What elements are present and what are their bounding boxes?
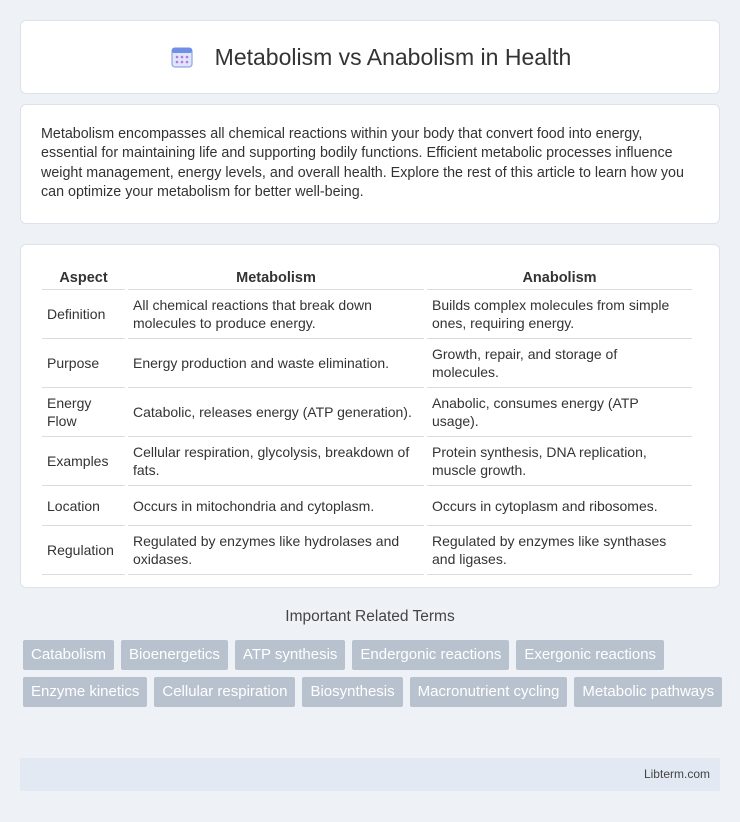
footer-brand-link[interactable]: Libterm.com (643, 767, 710, 781)
intro-card (20, 104, 720, 224)
table-cell-metabolism: Regulated by enzymes like hydrolases and oxidases. (128, 526, 424, 575)
tag-endergonic-reactions[interactable]: Endergonic reactions (352, 640, 509, 670)
tag-metabolic-pathways[interactable]: Metabolic pathways (574, 677, 722, 707)
table-row (42, 486, 692, 526)
table-cell-aspect: Location (42, 486, 125, 526)
table-row (42, 339, 692, 388)
column-header-anabolism: Anabolism (427, 267, 692, 290)
table-row (42, 526, 692, 575)
table-cell-metabolism: Energy production and waste elimination. (128, 339, 424, 388)
table-cell-aspect: Purpose (42, 339, 125, 388)
table-cell-metabolism: Occurs in mitochondria and cytoplasm. (128, 486, 424, 526)
table-cell-anabolism: Occurs in cytoplasm and ribosomes. (427, 486, 692, 526)
table-row (42, 388, 692, 437)
comparison-table-card (20, 244, 720, 588)
tag-macronutrient-cycling[interactable]: Macronutrient cycling (410, 677, 568, 707)
table-row (42, 437, 692, 486)
tag-cellular-respiration[interactable]: Cellular respiration (154, 677, 295, 707)
tag-atp-synthesis[interactable]: ATP synthesis (235, 640, 345, 670)
table-cell-metabolism: Cellular respiration, glycolysis, breakdown of fats. (128, 437, 424, 486)
header-card (20, 20, 720, 94)
tag-enzyme-kinetics[interactable]: Enzyme kinetics (23, 677, 147, 707)
tag-bioenergetics[interactable]: Bioenergetics (121, 640, 228, 670)
table-cell-aspect: Energy Flow (42, 388, 125, 437)
header (169, 44, 572, 71)
table-cell-anabolism: Growth, repair, and storage of molecules. (427, 339, 692, 388)
table-cell-aspect: Definition (42, 290, 125, 339)
table-cell-anabolism: Anabolic, consumes energy (ATP usage). (427, 388, 692, 437)
calendar-grid-icon (169, 44, 195, 70)
table-cell-metabolism: All chemical reactions that break down molecules to produce energy. (128, 290, 424, 339)
table-cell-anabolism: Builds complex molecules from simple ones, requiring energy. (427, 290, 692, 339)
tag-exergonic-reactions[interactable]: Exergonic reactions (516, 640, 664, 670)
tag-biosynthesis[interactable]: Biosynthesis (302, 677, 402, 707)
related-terms-list (23, 640, 723, 707)
table-cell-aspect: Examples (42, 437, 125, 486)
table-header-row (42, 267, 692, 290)
table-row (42, 290, 692, 339)
table-cell-anabolism: Protein synthesis, DNA replication, muscle growth. (427, 437, 692, 486)
comparison-table (39, 267, 695, 575)
tag-catabolism[interactable]: Catabolism (23, 640, 114, 670)
footer (20, 758, 720, 791)
column-header-metabolism: Metabolism (128, 267, 424, 290)
page-title: Metabolism vs Anabolism in Health (214, 43, 572, 70)
table-cell-metabolism: Catabolic, releases energy (ATP generation). (128, 388, 424, 437)
table-cell-anabolism: Regulated by enzymes like synthases and ligases. (427, 526, 692, 575)
column-header-aspect: Aspect (42, 267, 125, 290)
table-cell-aspect: Regulation (42, 526, 125, 575)
intro-paragraph: Metabolism encompasses all chemical reactions within your body that convert food into energy, essential for maintaining life and supporting bodily functions. Efficient metabolic processes influence weight management, energy levels, and overall health. Explore the rest of this article to learn how you can optimize your metabolism for better well-being. (41, 126, 684, 200)
related-terms-heading: Important Related Terms (285, 608, 455, 625)
